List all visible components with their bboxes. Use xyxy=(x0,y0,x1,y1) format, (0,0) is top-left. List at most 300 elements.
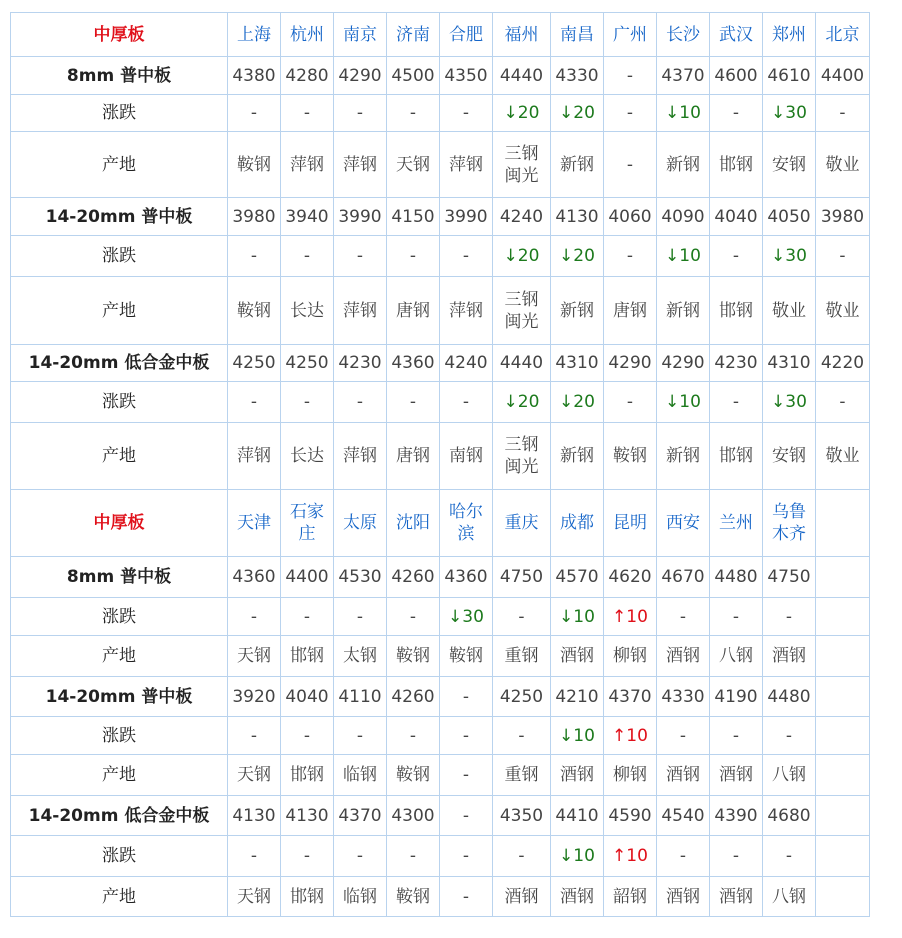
change-cell-text: - xyxy=(518,725,525,746)
change-cell-text: - xyxy=(303,846,311,866)
origin-cell xyxy=(551,132,604,198)
price-cell-text: 4370 xyxy=(661,65,705,86)
change-cell xyxy=(710,598,763,636)
origin-cell xyxy=(334,277,387,345)
row-label-text: 8mm 普中板 xyxy=(66,567,172,587)
price-cell-text: 4390 xyxy=(714,805,758,826)
origin-cell xyxy=(387,277,440,345)
origin-cell xyxy=(228,636,281,677)
row-label xyxy=(11,677,228,717)
change-cell xyxy=(710,382,763,423)
price-cell xyxy=(604,198,657,236)
change-cell-text: ↓10 xyxy=(559,725,595,746)
origin-cell-text: 新钢 xyxy=(666,446,700,466)
origin-cell xyxy=(763,277,816,345)
price-cell-text: 3990 xyxy=(338,206,382,227)
origin-cell-text: - xyxy=(462,765,470,785)
change-cell xyxy=(334,95,387,132)
change-cell-text: - xyxy=(462,103,470,123)
section-title xyxy=(11,13,228,57)
change-cell xyxy=(440,95,493,132)
price-cell xyxy=(816,677,870,717)
origin-cell-text: 酒钢 xyxy=(666,646,700,666)
origin-cell-text: 邯钢 xyxy=(719,300,753,321)
origin-cell-text: 三钢 闽光 xyxy=(504,143,539,186)
price-cell xyxy=(763,677,816,717)
price-cell-text: 4300 xyxy=(391,805,435,826)
origin-cell xyxy=(763,877,816,917)
city-header-text: 西安 xyxy=(666,513,700,533)
price-cell xyxy=(551,57,604,95)
origin-cell-text: 鞍钢 xyxy=(396,886,430,907)
price-cell xyxy=(551,557,604,598)
change-cell-text: ↓20 xyxy=(503,246,540,266)
change-cell-text: - xyxy=(518,606,525,627)
price-cell xyxy=(657,198,710,236)
price-cell-text: 3990 xyxy=(444,206,488,227)
row-label xyxy=(11,277,228,345)
origin-cell xyxy=(387,877,440,917)
row-label xyxy=(11,717,228,755)
origin-cell xyxy=(763,636,816,677)
table-row xyxy=(11,796,870,836)
origin-cell-text: 安钢 xyxy=(772,446,806,466)
price-cell xyxy=(763,345,816,382)
price-cell-text: 4220 xyxy=(820,353,865,373)
city-header xyxy=(281,490,334,557)
table-row xyxy=(11,382,870,423)
origin-cell xyxy=(228,132,281,198)
origin-cell-text: 酒钢 xyxy=(560,765,594,785)
origin-cell xyxy=(551,277,604,345)
price-cell-text: 4040 xyxy=(714,206,758,227)
origin-cell-text: 鞍钢 xyxy=(237,154,271,175)
origin-cell-text: 唐钢 xyxy=(613,300,647,321)
origin-cell xyxy=(228,423,281,490)
price-cell xyxy=(816,198,870,236)
origin-cell xyxy=(604,877,657,917)
price-cell xyxy=(763,557,816,598)
city-header-text: 昆明 xyxy=(613,513,647,533)
change-cell-text: - xyxy=(303,606,311,627)
change-cell-text: - xyxy=(409,246,417,266)
origin-cell-text: 唐钢 xyxy=(396,300,430,321)
price-cell-text: 4600 xyxy=(714,65,758,86)
price-cell-text: 4260 xyxy=(391,567,435,587)
city-header xyxy=(334,13,387,57)
origin-cell xyxy=(493,132,551,198)
change-cell-text: ↑10 xyxy=(612,725,648,746)
origin-cell xyxy=(281,755,334,796)
row-label-text: 产地 xyxy=(102,300,136,321)
row-label-text: 14-20mm 低合金中板 xyxy=(28,805,210,826)
price-cell xyxy=(710,557,763,598)
origin-cell xyxy=(281,636,334,677)
price-cell-text: 4210 xyxy=(555,686,599,707)
city-header xyxy=(816,13,870,57)
change-cell xyxy=(281,382,334,423)
row-label-text: 14-20mm 低合金中板 xyxy=(28,353,210,373)
change-cell-text: - xyxy=(250,392,258,412)
origin-cell xyxy=(493,423,551,490)
origin-cell-text: 萍钢 xyxy=(449,300,483,321)
price-cell-text: - xyxy=(462,805,470,826)
origin-cell xyxy=(816,877,870,917)
row-label-text: 产地 xyxy=(102,446,136,466)
change-cell-text: ↓30 xyxy=(771,392,807,412)
change-cell-text: - xyxy=(303,392,311,412)
price-cell-text: 4250 xyxy=(499,686,544,707)
change-cell xyxy=(440,717,493,755)
price-cell xyxy=(281,198,334,236)
price-cell-text: 4250 xyxy=(285,353,329,373)
change-cell xyxy=(816,717,870,755)
change-cell xyxy=(657,236,710,277)
price-cell-text: 4610 xyxy=(767,65,811,86)
price-cell-text: 3980 xyxy=(232,206,276,227)
change-cell xyxy=(493,95,551,132)
price-cell xyxy=(387,796,440,836)
change-cell-text: - xyxy=(785,846,793,866)
origin-cell-text: 鞍钢 xyxy=(237,300,271,321)
origin-cell-text: 邯钢 xyxy=(290,765,324,785)
row-label xyxy=(11,796,228,836)
origin-cell-text: 鞍钢 xyxy=(396,765,430,785)
price-cell xyxy=(816,557,870,598)
city-header-text: 长沙 xyxy=(666,24,700,45)
table-body xyxy=(11,13,870,917)
price-cell xyxy=(281,796,334,836)
origin-cell xyxy=(657,132,710,198)
price-cell-text: 4050 xyxy=(767,206,811,227)
origin-cell-text: 酒钢 xyxy=(666,886,700,907)
price-cell xyxy=(710,796,763,836)
origin-cell-text: 南钢 xyxy=(449,446,483,466)
origin-cell xyxy=(440,423,493,490)
price-cell-text: 4330 xyxy=(555,65,599,86)
price-cell xyxy=(228,557,281,598)
change-cell xyxy=(387,598,440,636)
change-cell-text: - xyxy=(626,103,634,123)
city-header xyxy=(440,13,493,57)
row-label xyxy=(11,236,228,277)
origin-cell xyxy=(657,755,710,796)
change-cell xyxy=(281,717,334,755)
change-cell-text: - xyxy=(462,246,470,266)
change-cell-text: - xyxy=(732,846,740,866)
change-cell-text: - xyxy=(250,103,258,123)
change-cell xyxy=(228,95,281,132)
price-cell-text: 4290 xyxy=(661,353,705,373)
origin-cell xyxy=(440,755,493,796)
city-header xyxy=(228,490,281,557)
price-cell xyxy=(710,198,763,236)
price-cell xyxy=(387,677,440,717)
origin-cell-text: 萍钢 xyxy=(343,154,377,175)
change-cell xyxy=(493,836,551,877)
origin-cell xyxy=(440,636,493,677)
price-cell xyxy=(228,57,281,95)
change-cell xyxy=(387,717,440,755)
price-cell-text: 4680 xyxy=(767,805,811,826)
price-cell-text: 4750 xyxy=(499,567,544,587)
price-cell-text: 4290 xyxy=(338,65,382,86)
city-header-text: 太原 xyxy=(343,513,377,533)
table-row xyxy=(11,557,870,598)
price-cell xyxy=(816,57,870,95)
origin-cell-text: 重钢 xyxy=(504,646,539,666)
origin-cell-text: 八钢 xyxy=(772,765,806,785)
change-cell xyxy=(493,236,551,277)
change-cell-text: - xyxy=(356,392,364,412)
price-cell xyxy=(493,557,551,598)
price-cell xyxy=(551,345,604,382)
origin-cell-text: 酒钢 xyxy=(560,886,594,907)
change-cell-text: ↓20 xyxy=(559,246,595,266)
city-header-text: 广州 xyxy=(613,24,647,45)
change-cell xyxy=(493,598,551,636)
change-cell xyxy=(604,95,657,132)
change-cell-text: - xyxy=(732,392,740,412)
price-cell-text: 4110 xyxy=(338,686,382,707)
city-header xyxy=(334,490,387,557)
origin-cell xyxy=(228,277,281,345)
change-cell xyxy=(710,836,763,877)
change-cell-text: ↓10 xyxy=(559,606,595,627)
origin-cell xyxy=(763,423,816,490)
change-cell xyxy=(657,836,710,877)
change-cell xyxy=(551,836,604,877)
change-cell-text: - xyxy=(839,246,846,266)
price-cell xyxy=(551,796,604,836)
price-cell xyxy=(281,557,334,598)
price-cell-text: 4280 xyxy=(285,65,329,86)
change-cell xyxy=(334,382,387,423)
origin-cell xyxy=(710,277,763,345)
change-cell-text: ↓30 xyxy=(771,103,807,123)
origin-cell xyxy=(228,755,281,796)
city-header xyxy=(493,13,551,57)
origin-cell-text: 临钢 xyxy=(343,886,377,907)
price-cell xyxy=(657,557,710,598)
origin-cell-text: 酒钢 xyxy=(772,646,806,666)
origin-cell-text: 太钢 xyxy=(343,646,377,666)
row-label xyxy=(11,836,228,877)
origin-cell xyxy=(281,877,334,917)
change-cell-text: - xyxy=(356,606,364,627)
origin-cell xyxy=(334,423,387,490)
price-cell-text: 4380 xyxy=(232,65,276,86)
change-cell xyxy=(604,236,657,277)
city-header-text: 南京 xyxy=(343,24,377,45)
row-label xyxy=(11,198,228,236)
section-title-text: 中厚板 xyxy=(93,24,145,45)
price-cell xyxy=(334,198,387,236)
origin-cell xyxy=(493,277,551,345)
price-cell-text: - xyxy=(462,686,470,707)
price-cell xyxy=(763,57,816,95)
city-header-text: 哈尔 滨 xyxy=(449,502,483,544)
price-cell-text: 4350 xyxy=(499,805,544,826)
section-title xyxy=(11,490,228,557)
price-cell xyxy=(387,557,440,598)
origin-cell-text: 三钢 闽光 xyxy=(504,435,539,477)
origin-cell xyxy=(281,423,334,490)
row-label xyxy=(11,877,228,917)
row-label xyxy=(11,755,228,796)
origin-cell xyxy=(816,277,870,345)
price-cell xyxy=(493,677,551,717)
price-cell xyxy=(440,198,493,236)
city-header-text: 成都 xyxy=(560,513,594,533)
origin-cell-text: 长达 xyxy=(290,446,324,466)
price-cell-text: 4090 xyxy=(661,206,705,227)
row-label-text: 产地 xyxy=(102,765,136,785)
origin-cell xyxy=(334,636,387,677)
origin-cell xyxy=(763,755,816,796)
price-cell xyxy=(387,57,440,95)
price-cell xyxy=(493,796,551,836)
change-cell-text: - xyxy=(409,392,417,412)
city-header-text: 重庆 xyxy=(504,513,539,533)
change-cell xyxy=(763,836,816,877)
city-header-text: 南昌 xyxy=(560,24,594,45)
table-row xyxy=(11,198,870,236)
city-header xyxy=(763,490,816,557)
price-cell-text: 4670 xyxy=(661,567,705,587)
table-row xyxy=(11,717,870,755)
price-cell-text: 4360 xyxy=(444,567,488,587)
origin-cell-text: 新钢 xyxy=(560,446,594,466)
price-cell-text: 4230 xyxy=(338,353,382,373)
change-cell xyxy=(334,598,387,636)
city-header xyxy=(816,490,870,557)
origin-cell xyxy=(493,877,551,917)
price-cell-text: 4480 xyxy=(714,567,758,587)
price-cell xyxy=(493,345,551,382)
origin-cell-text: 敬业 xyxy=(772,300,806,321)
origin-cell-text: 酒钢 xyxy=(560,646,594,666)
city-header-text: 北京 xyxy=(825,24,860,45)
price-cell-text: 4530 xyxy=(338,567,382,587)
origin-cell xyxy=(763,132,816,198)
table-row xyxy=(11,57,870,95)
change-cell-text: - xyxy=(679,606,687,627)
origin-cell-text: 鞍钢 xyxy=(396,646,430,666)
origin-cell-text: 韶钢 xyxy=(613,886,647,907)
change-cell xyxy=(493,717,551,755)
change-cell-text: - xyxy=(626,392,634,412)
price-cell xyxy=(281,677,334,717)
change-cell xyxy=(281,236,334,277)
change-cell xyxy=(763,717,816,755)
origin-cell-text: 三钢 闽光 xyxy=(504,289,539,332)
origin-cell xyxy=(387,636,440,677)
change-cell xyxy=(228,236,281,277)
table-row xyxy=(11,677,870,717)
origin-cell-text: 天钢 xyxy=(396,154,430,175)
price-cell xyxy=(281,345,334,382)
price-cell xyxy=(334,345,387,382)
change-cell-text: ↓20 xyxy=(559,392,595,412)
price-cell xyxy=(657,677,710,717)
origin-cell xyxy=(657,636,710,677)
change-cell xyxy=(551,95,604,132)
table-row xyxy=(11,877,870,917)
origin-cell xyxy=(816,636,870,677)
city-header-text: 杭州 xyxy=(290,24,324,45)
change-cell-text: - xyxy=(785,606,793,627)
origin-cell-text: 酒钢 xyxy=(719,886,753,907)
origin-cell-text: 酒钢 xyxy=(719,765,753,785)
origin-cell-text: 酒钢 xyxy=(666,765,700,785)
change-cell xyxy=(604,382,657,423)
change-cell xyxy=(281,95,334,132)
price-cell-text: 4040 xyxy=(285,686,329,707)
price-cell-text: 4400 xyxy=(820,65,865,86)
price-cell xyxy=(551,198,604,236)
change-cell-text: - xyxy=(732,725,740,746)
change-cell xyxy=(387,382,440,423)
change-cell-text: - xyxy=(303,103,311,123)
origin-cell xyxy=(710,423,763,490)
origin-cell-text: 重钢 xyxy=(504,765,539,785)
price-cell-text: 4330 xyxy=(661,686,705,707)
origin-cell xyxy=(551,755,604,796)
row-label-text: 8mm 普中板 xyxy=(66,65,172,86)
change-cell xyxy=(387,95,440,132)
price-cell-text: 4540 xyxy=(661,805,705,826)
origin-cell-text: 八钢 xyxy=(772,886,806,907)
header-row xyxy=(11,490,870,557)
change-cell xyxy=(228,836,281,877)
price-cell xyxy=(604,557,657,598)
change-cell xyxy=(387,836,440,877)
table-row xyxy=(11,423,870,490)
city-header xyxy=(387,13,440,57)
origin-cell-text: 新钢 xyxy=(666,154,700,175)
section-title-text: 中厚板 xyxy=(93,513,145,533)
change-cell xyxy=(816,95,870,132)
city-header-text: 上海 xyxy=(237,24,271,45)
row-label xyxy=(11,636,228,677)
price-cell xyxy=(387,345,440,382)
city-header xyxy=(387,490,440,557)
table-row xyxy=(11,132,870,198)
change-cell-text: - xyxy=(356,246,364,266)
price-cell-text: 4620 xyxy=(608,567,652,587)
table-row xyxy=(11,755,870,796)
price-cell-text: 4410 xyxy=(555,805,599,826)
change-cell xyxy=(334,717,387,755)
change-cell xyxy=(551,382,604,423)
origin-cell-text: 长达 xyxy=(290,300,324,321)
change-cell xyxy=(551,236,604,277)
city-header-text: 乌鲁 木齐 xyxy=(772,502,806,544)
change-cell-text: - xyxy=(250,846,258,866)
change-cell xyxy=(440,598,493,636)
origin-cell-text: 八钢 xyxy=(719,646,753,666)
price-cell xyxy=(334,57,387,95)
origin-cell-text: 临钢 xyxy=(343,765,377,785)
price-cell-text: 4570 xyxy=(555,567,599,587)
table-row xyxy=(11,345,870,382)
change-cell xyxy=(228,717,281,755)
price-cell-text: 4370 xyxy=(608,686,652,707)
city-header xyxy=(228,13,281,57)
city-header-text: 福州 xyxy=(504,24,539,45)
price-cell xyxy=(710,677,763,717)
